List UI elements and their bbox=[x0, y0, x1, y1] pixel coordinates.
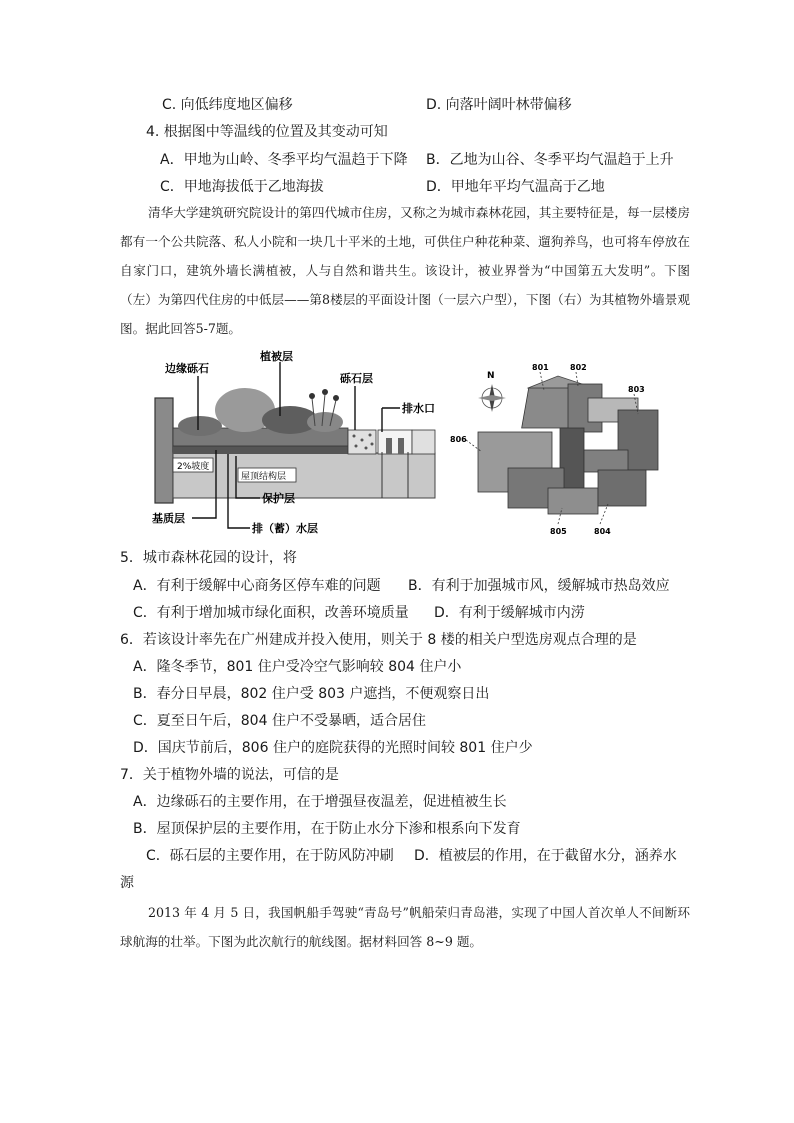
passage-forest-garden: 清华大学建筑研究院设计的第四代城市住房，又称之为城市森林花园，其主要特征是，每一层楼房都有一个公共院落、私人小院和一块几十平米的土地，可供住户种花种菜、遛狗养鸟，也可将车停放在自家门口，建筑外墙长满植被，人与自然和谐共生。该设计，被业界誉为“中国第五大发明”。下图（左）为第四代住房的中低层——第8楼层的平面设计图（一层六户型），下图（右）为其植物外墙景观图。据此回答5-7题。 bbox=[120, 205, 690, 336]
drainage-layer-shape bbox=[173, 446, 348, 454]
q6-option-d: D．国庆节前后，806 住户的庭院获得的光照时间较 801 住户少 bbox=[133, 740, 533, 756]
q3-option-c: C. 向低纬度地区偏移 bbox=[162, 97, 293, 113]
label-drain: 排水口 bbox=[402, 402, 435, 415]
q6-option-a: A．隆冬季节，801 住户受冷空气影响较 804 住户小 bbox=[133, 659, 462, 675]
q5-stem: 5．城市森林花园的设计，将 bbox=[120, 550, 297, 566]
floor-plan-figure bbox=[448, 358, 678, 538]
vegetation-shape bbox=[178, 388, 343, 436]
q4-option-c: C．甲地海拔低于乙地海拔 bbox=[160, 179, 324, 195]
gravel-block bbox=[348, 430, 376, 454]
label-substrate: 基质层 bbox=[152, 512, 185, 525]
q5-option-a: A．有利于缓解中心商务区停车难的问题 bbox=[133, 578, 381, 594]
q5-option-c: C．有利于增加城市绿化面积，改善环境质量 bbox=[133, 605, 409, 621]
q6-stem: 6．若该设计率先在广州建成并投入使用，则关于 8 楼的相关户型选房观点合理的是 bbox=[120, 632, 637, 648]
q7-option-d-continued: 源 bbox=[120, 875, 134, 891]
q4-option-b: B．乙地为山谷、冬季平均气温趋于上升 bbox=[426, 152, 674, 168]
roof-wall bbox=[155, 398, 173, 503]
label-slope: 2%坡度 bbox=[177, 462, 210, 472]
label-vegetation: 植被层 bbox=[260, 350, 293, 363]
q4-stem: 4. 根据图中等温线的位置及其变动可知 bbox=[146, 124, 388, 140]
q7-option-b: B．屋顶保护层的主要作用，在于防止水分下渗和根系向下发育 bbox=[133, 821, 521, 837]
q3-option-d: D. 向落叶阔叶林带偏移 bbox=[426, 97, 572, 113]
q5-option-b: B．有利于加强城市风，缓解城市热岛效应 bbox=[408, 578, 670, 594]
green-roof-cross-section-figure bbox=[150, 348, 440, 538]
q7-option-d: D．植被层的作用，在于截留水分，涵养水 bbox=[414, 848, 677, 864]
q7-stem: 7．关于植物外墙的说法，可信的是 bbox=[120, 767, 339, 783]
q6-option-b: B．春分日早晨，802 住户受 803 户遮挡，不便观察日出 bbox=[133, 686, 490, 702]
label-gravel: 砾石层 bbox=[340, 372, 373, 385]
q4-option-a: A．甲地为山岭、冬季平均气温趋于下降 bbox=[160, 152, 408, 168]
unit-801-label: 801 bbox=[532, 363, 549, 372]
unit-806-label: 806 bbox=[450, 435, 467, 444]
compass-icon bbox=[478, 384, 506, 412]
label-roof-structure: 屋顶结构层 bbox=[241, 472, 287, 482]
unit-804-label: 804 bbox=[594, 527, 611, 536]
unit-802-label: 802 bbox=[570, 363, 587, 372]
label-edge-gravel: 边缘砾石 bbox=[165, 362, 209, 375]
q6-option-c: C．夏至日午后，804 住户不受暴晒，适合居住 bbox=[133, 713, 426, 729]
label-protect: 保护层 bbox=[262, 492, 295, 505]
q7-option-c: C．砾石层的主要作用，在于防风防冲刷 bbox=[146, 848, 394, 864]
unit-805-label: 805 bbox=[550, 527, 567, 536]
building-blocks bbox=[478, 376, 658, 514]
q5-option-d: D．有利于缓解城市内涝 bbox=[434, 605, 585, 621]
q7-option-a: A．边缘砾石的主要作用，在于增强昼夜温差，促进植被生长 bbox=[133, 794, 507, 810]
unit-803-label: 803 bbox=[628, 385, 645, 394]
north-label: N bbox=[487, 371, 495, 381]
label-drainage: 排（蓄）水层 bbox=[252, 522, 318, 535]
passage-sailing: 2013 年 4 月 5 日，我国帆船手驾驶“青岛号”帆船荣归青岛港，实现了中国人首次单人不间断环球航海的壮举。下图为此次航行的航线图。据材料回答 8~9 题。 bbox=[120, 905, 690, 949]
q4-option-d: D．甲地年平均气温高于乙地 bbox=[426, 179, 605, 195]
